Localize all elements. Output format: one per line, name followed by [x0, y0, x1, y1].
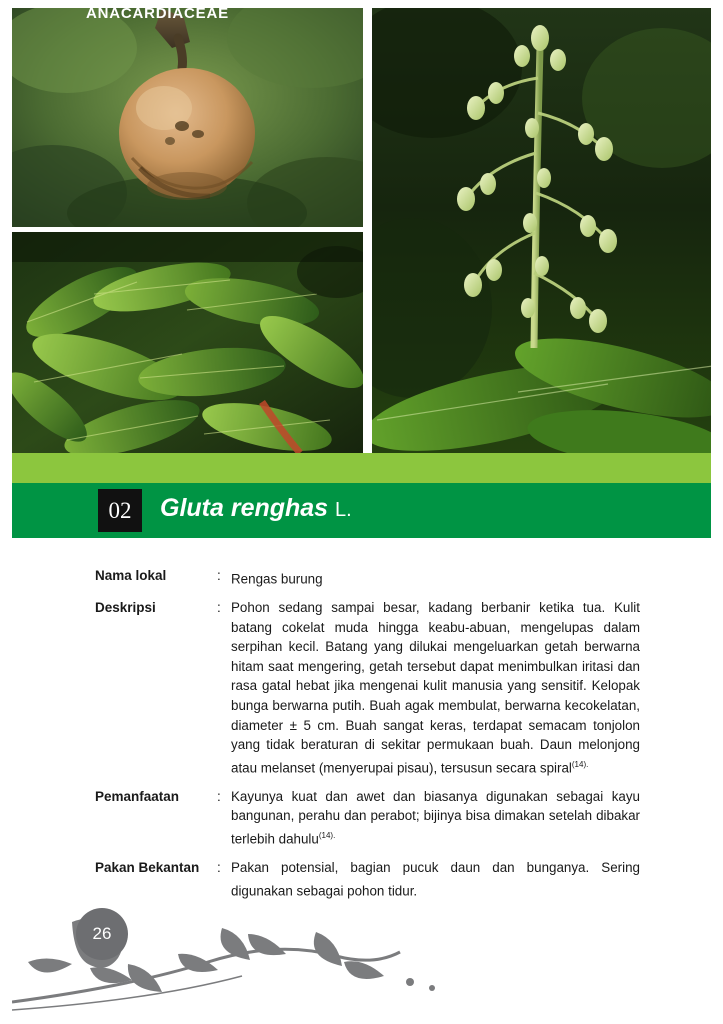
leaves-photo [12, 232, 363, 453]
row-colon: : [217, 860, 221, 876]
row-value-nama-lokal [231, 566, 640, 589]
fruit-photo [12, 8, 363, 227]
row-text: Pakan potensial, bagian pucuk daun dan bunganya. Sering digunakan sebagai pohon tidur. [231, 860, 640, 899]
row-colon: : [217, 788, 221, 804]
species-author: L. [335, 499, 352, 521]
table-row [95, 858, 640, 901]
flower-photo [372, 8, 711, 453]
row-colon: : [217, 568, 221, 583]
row-footnote: (14). [318, 831, 336, 841]
family-name: ANACARDIACEAE [86, 5, 229, 22]
species-name [160, 494, 352, 523]
row-text: Rengas burung [231, 571, 323, 587]
row-label-pemanfaatan: Pemanfaatan [95, 788, 180, 804]
entry-number: 02 [108, 498, 132, 523]
row-label-pakan-bekantan: Pakan Bekantan [95, 860, 200, 876]
row-text: Pohon sedang sampai besar, kadang berbanir ketika tua. Kulit batang cokelat muda hingga keabu-abuan, mengelupas dalam serpihan kecil. Batang yang dilukai mengeluarkan getah berwarna hitam saat mengering, getah tersebut dapat menimbulkan iritasi dan rasa gatal hebat jika mengenai kulit manusia yang sensitif. Kelopak bunga berwarna putih. Buah agak membulat, berwarna kecokelatan, diameter ± 5 cm. Buah sangat keras, terdapat semacam tonjolon yang tidak beraturan di sekitar permukaan buah. Daun melonjong atau melanset (menyerupai pisau), tersusun secara spiral [231, 600, 640, 776]
species-info-table [95, 566, 640, 910]
row-text: Kayunya kuat dan awet dan biasanya digunakan sebagai kayu bangunan, perahu dan perabot; bijinya bisa dimakan setelah dibakar terlebih dahulu [231, 788, 640, 847]
species-binomial: Gluta renghas [160, 494, 329, 522]
row-label-deskripsi: Deskripsi [95, 600, 156, 616]
row-footnote: (14). [571, 759, 589, 769]
page-number-badge [76, 908, 128, 960]
table-row [95, 566, 640, 589]
row-value-deskripsi [231, 598, 640, 778]
entry-number-box [98, 489, 142, 532]
family-bar [12, 453, 711, 483]
photo-collage [12, 8, 711, 453]
row-value-pemanfaatan [231, 787, 640, 849]
row-label-nama-lokal: Nama lokal [95, 568, 167, 583]
row-value-pakan-bekantan [231, 858, 640, 901]
page-number: 26 [92, 924, 112, 943]
table-row [95, 787, 640, 849]
row-colon: : [217, 600, 221, 616]
table-row [95, 598, 640, 778]
